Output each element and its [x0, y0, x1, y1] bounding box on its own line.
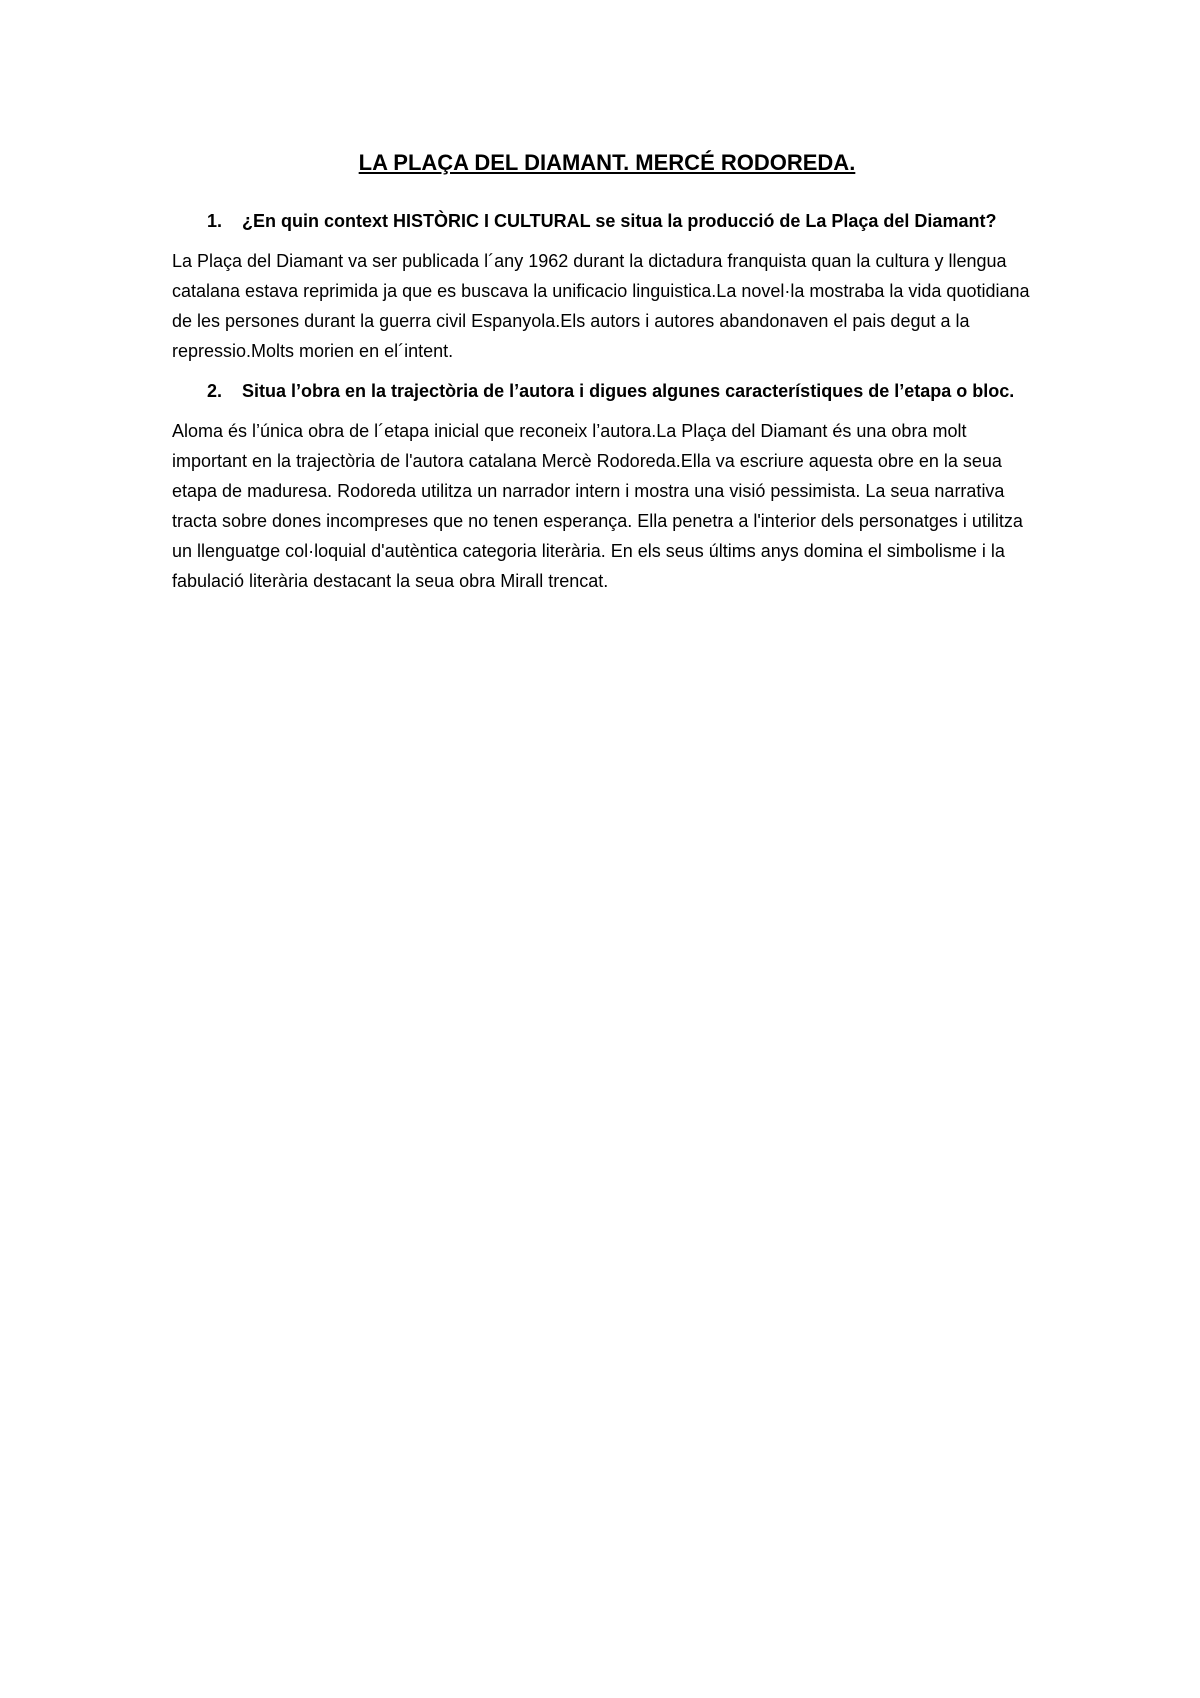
question-1: [172, 206, 1042, 236]
document-title: LA PLAÇA DEL DIAMANT. MERCÉ RODOREDA.: [358, 150, 856, 175]
question-text: ¿En quin context HISTÒRIC I CULTURAL se situa la producció de La Plaça del Diamant?: [242, 211, 997, 231]
answer-1: La Plaça del Diamant va ser publicada l´any 1962 durant la dictadura franquista quan la cultura y llengua catalana estava reprimida ja que es buscava la unificacio linguistica.La novel·la mostraba la vida quotidiana de les persones durant la guerra civil Espanyola.Els autors i autores abandonaven el pais degut a la repressio.Molts morien en el´intent.: [172, 251, 1030, 361]
question-number: 1.: [207, 211, 223, 231]
answer-2: Aloma és l’única obra de l´etapa inicial que reconeix l’autora.La Plaça del Diamant és una obra molt important en la trajectòria de l'autora catalana Mercè Rodoreda.Ella va escriure aquesta obre en la seua etapa de maduresa. Rodoreda utilitza un narrador intern i mostra una visió pessimista. La seua narrativa tracta sobre dones incompreses que no tenen esperança. Ella penetra a l'interior dels personatges i utilitza un llenguatge col·loquial d'autèntica categoria literària. En els seus últims anys domina el simbolisme i la fabulació literària destacant la seua obra Mirall trencat.: [172, 421, 1023, 591]
question-number: 2.: [207, 381, 223, 401]
question-text: Situa l’obra en la trajectòria de l’autora i digues algunes característiques de l’etapa o bloc.: [242, 381, 1015, 401]
question-2: [172, 376, 1042, 406]
document-body: [172, 148, 1042, 606]
